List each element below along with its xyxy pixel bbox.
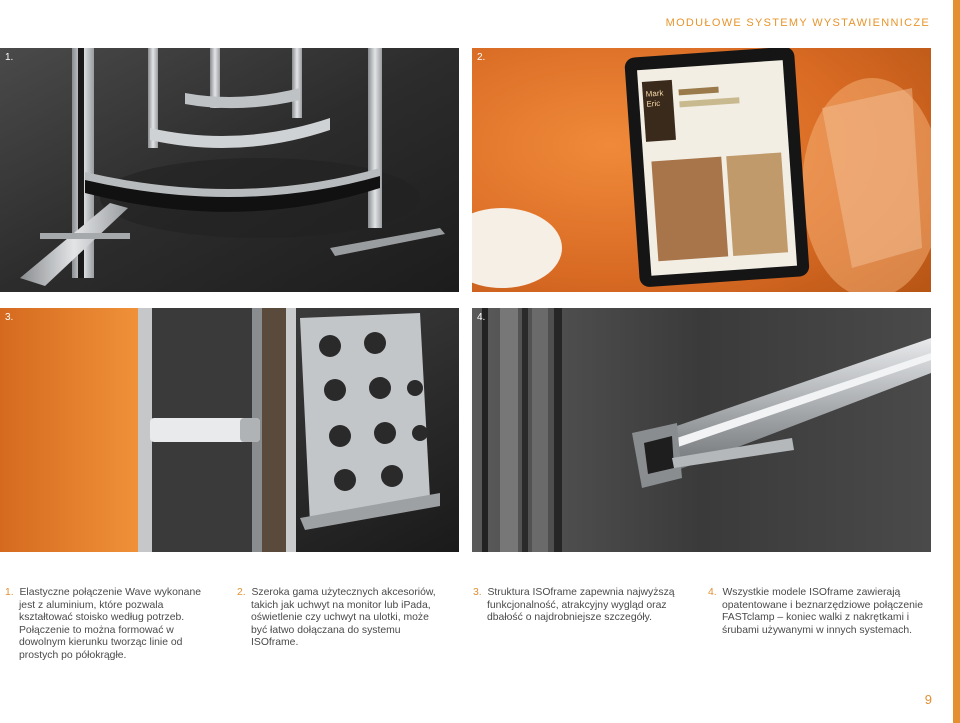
caption-text: Struktura ISOframe zapewnia najwyższą funkcjonalność, atrakcyjny wygląd oraz dbałość o najdrobniejsze szczegóły. — [487, 587, 675, 624]
wave-frame-illustration — [0, 48, 459, 292]
caption-3 — [473, 587, 688, 625]
tablet-logo-line1: Mark — [645, 88, 664, 99]
page-edge-bar — [953, 0, 960, 723]
page-number: 9 — [924, 692, 932, 707]
photo-number-label: 3. — [5, 312, 14, 323]
photo-tablet-holder — [472, 48, 931, 292]
caption-number: 4. — [708, 587, 717, 598]
caption-2 — [237, 587, 442, 650]
caption-1 — [5, 587, 210, 663]
caption-text: Wszystkie modele ISOframe zawierają opatentowane i beznarzędziowe połączenie FASTclamp – koniec walki z nakrętkami i śrubami używanymi w innych systemach. — [722, 587, 924, 636]
caption-number: 3. — [473, 587, 482, 598]
tablet-holder-illustration — [472, 48, 931, 292]
caption-text: Elastyczne połączenie Wave wykonane jest z aluminium, które pozwala kształtować stoisko według potrzeb. Połączenie to można formować w dowolnym kierunku tworząc linie od prostych po półokrągłe. — [19, 587, 201, 661]
photo-brochure-holder — [0, 308, 459, 552]
photo-number-label: 2. — [477, 52, 486, 63]
caption-text: Szeroka gama użytecznych akcesoriów, takich jak uchwyt na monitor lub iPada, oświetlenie czy uchwyt na ulotki, może być łatwo dołączana do systemu ISOframe. — [251, 587, 436, 649]
photo-number-label: 1. — [5, 52, 14, 63]
photo-number-label: 4. — [477, 312, 486, 323]
page-header-title: MODUŁOWE SYSTEMY WYSTAWIENNICZE — [665, 17, 930, 29]
photo-wave-connection — [0, 48, 459, 292]
photo-fastclamp-connection — [472, 308, 931, 552]
caption-number: 2. — [237, 587, 246, 598]
tablet-logo-line2: Eric — [646, 98, 661, 109]
caption-number: 1. — [5, 587, 14, 598]
fastclamp-illustration — [472, 308, 931, 552]
brochure-holder-illustration — [0, 308, 459, 552]
caption-4 — [708, 587, 928, 637]
